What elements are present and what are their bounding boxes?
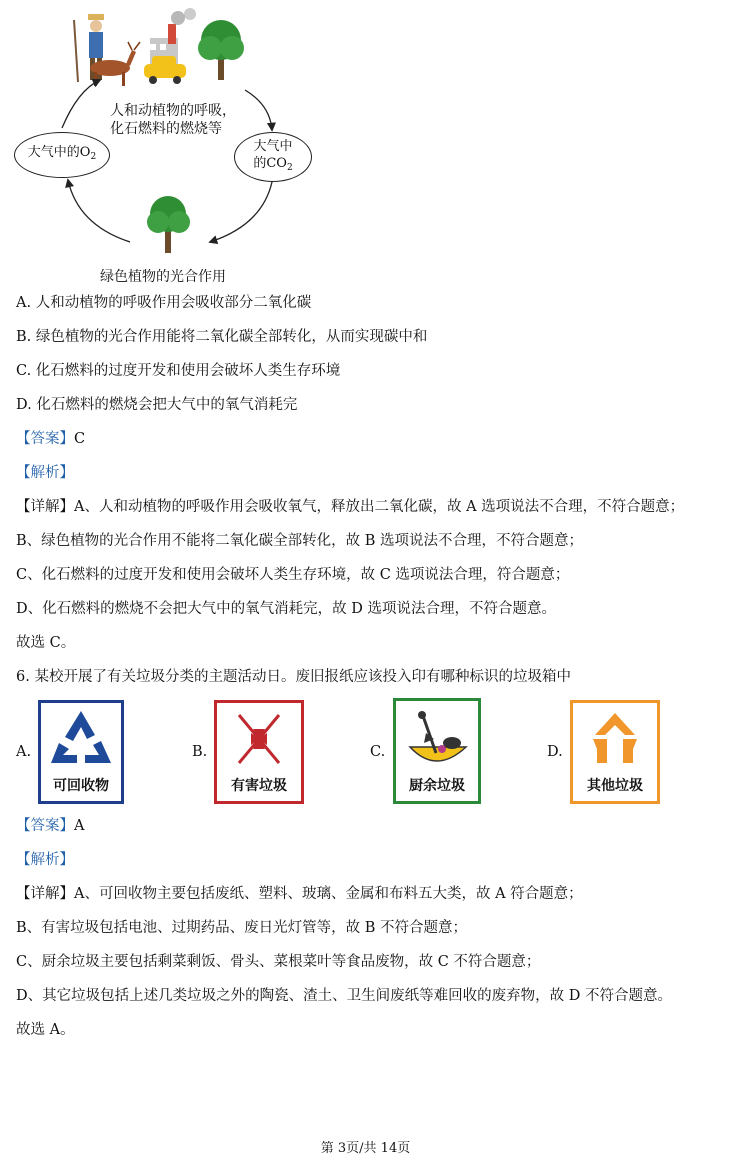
tree-top-illustration (198, 20, 244, 80)
co2-subscript: 2 (286, 162, 293, 173)
q6-conclusion: 故选 A。 (16, 1022, 75, 1038)
q5-answer (16, 429, 85, 449)
carbon-cycle-diagram (0, 0, 320, 290)
analysis-tag: 【解析】 (16, 465, 74, 481)
hazardous-bin-label: 有害垃圾 (231, 778, 287, 794)
q5-option-c: C. 化石燃料的过度开发和使用会破坏人类生存环境 (16, 363, 341, 379)
o2-label: 大气中的O (27, 145, 91, 160)
photosynthesis-label: 绿色植物的光合作用 (100, 269, 226, 285)
tree-bottom-illustration (147, 196, 190, 253)
q6-analysis-heading (16, 850, 74, 870)
answer-tag: 【答案】 (16, 818, 74, 834)
arrow-top-right (245, 90, 272, 130)
answer-value: A (74, 818, 85, 834)
q5-conclusion: 故选 C。 (16, 635, 76, 651)
q6-detail-line-2: B、有害垃圾包括电池、过期药品、废日光灯管等，故 B 不符合题意； (16, 920, 468, 936)
q5-detail-line-1 (16, 497, 684, 517)
answer-value: C (74, 431, 86, 447)
q5-option-d: D. 化石燃料的燃烧会把大气中的氧气消耗完 (16, 397, 298, 413)
q6-option-d-letter: D. (547, 744, 563, 760)
hazard-icon (217, 705, 301, 775)
arrow-top-left (62, 80, 100, 128)
respiration-label-line2: 化石燃料的燃烧等 (110, 121, 222, 137)
co2-label-line1: 大气中 (253, 138, 293, 154)
q6-option-b-letter: B. (192, 744, 208, 760)
hazardous-bin-sign (214, 700, 304, 804)
other-waste-icon (573, 705, 657, 775)
detail-text: A、可回收物主要包括废纸、塑料、玻璃、金属和布料五大类，故 A 符合题意； (74, 886, 583, 902)
q5-detail-line-4: D、化石燃料的燃烧不会把大气中的氧气消耗完，故 D 选项说法合理，不符合题意。 (16, 601, 556, 617)
q5-analysis-heading (16, 463, 74, 483)
arrow-bottom-left (68, 180, 130, 242)
q5-detail-line-3: C、化石燃料的过度开发和使用会破坏人类生存环境，故 C 选项说法合理，符合题意； (16, 567, 570, 583)
other-waste-bin-sign (570, 700, 660, 804)
recyclable-bin-label: 可回收物 (53, 778, 109, 794)
q6-detail-line-3: C、厨余垃圾主要包括剩菜剩饭、骨头、菜根菜叶等食品废物，故 C 不符合题意； (16, 954, 541, 970)
q6-option-a-letter: A. (16, 744, 32, 760)
detail-tag: 【详解】 (16, 499, 74, 515)
q5-option-b: B. 绿色植物的光合作用能将二氧化碳全部转化，从而实现碳中和 (16, 329, 428, 345)
o2-subscript: 2 (90, 152, 97, 162)
atmosphere-co2-oval (234, 132, 312, 182)
food-waste-bin-label: 厨余垃圾 (409, 778, 465, 794)
q6-answer (16, 816, 84, 836)
answer-tag: 【答案】 (16, 431, 74, 447)
analysis-tag: 【解析】 (16, 852, 74, 868)
q6-stem: 6. 某校开展了有关垃圾分类的主题活动日。废旧报纸应该投入印有哪种标识的垃圾箱中 (16, 669, 571, 685)
q5-detail-line-2: B、绿色植物的光合作用不能将二氧化碳全部转化，故 B 选项说法不合理，不符合题意； (16, 533, 584, 549)
respiration-label-line1: 人和动植物的呼吸， (110, 103, 236, 119)
detail-text: A、人和动植物的呼吸作用会吸收氧气，释放出二氧化碳，故 A 选项说法不合理，不符合题意； (74, 499, 685, 515)
recyclable-bin-sign (38, 700, 124, 804)
q6-option-c-letter: C. (370, 744, 386, 760)
arrow-bottom-right (210, 182, 272, 242)
atmosphere-o2-oval (14, 132, 110, 178)
q6-detail-line-1 (16, 884, 583, 904)
food-waste-icon (396, 703, 478, 775)
q5-option-a: A. 人和动植物的呼吸作用会吸收部分二氧化碳 (16, 295, 312, 311)
other-waste-bin-label: 其他垃圾 (587, 778, 643, 794)
respiration-label (110, 102, 236, 138)
q6-detail-line-4: D、其它垃圾包括上述几类垃圾之外的陶瓷、渣土、卫生间废纸等难回收的废弃物，故 D 不符合题意。 (16, 988, 672, 1004)
co2-label-line2: 的CO (253, 155, 287, 171)
recycle-icon (41, 705, 121, 775)
food-waste-bin-sign (393, 698, 481, 804)
detail-tag: 【详解】 (16, 886, 74, 902)
page-footer: 第 3页/共 14页 (320, 1141, 411, 1156)
